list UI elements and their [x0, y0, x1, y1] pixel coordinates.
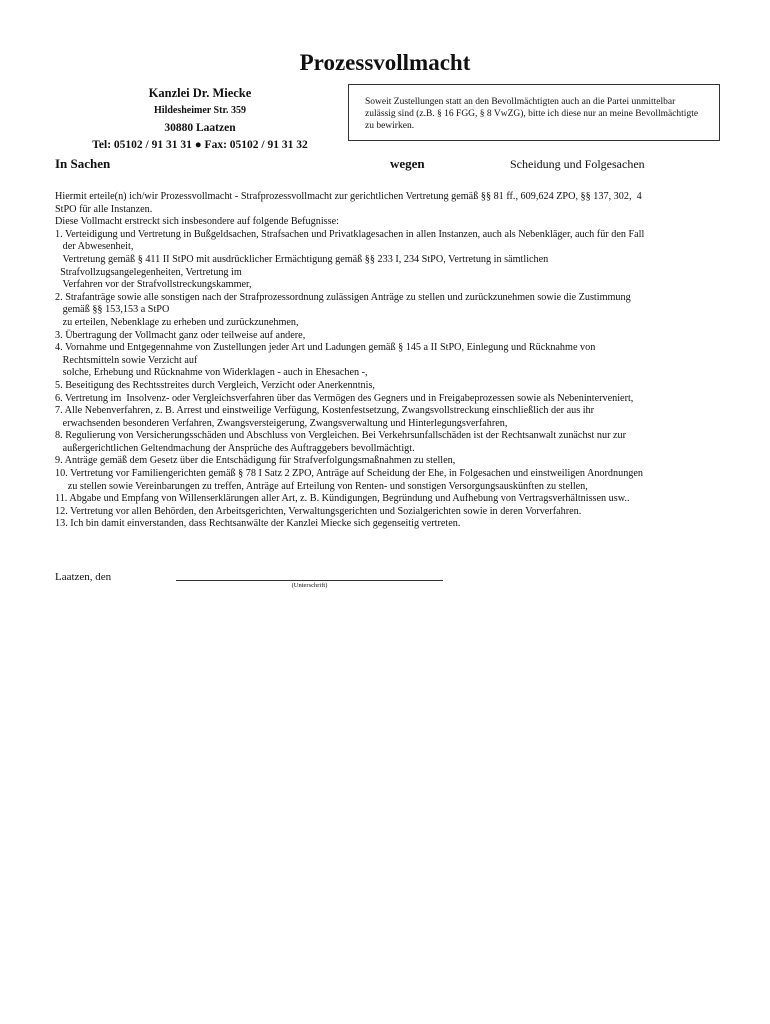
- body-line: 2. Strafanträge sowie alle sonstigen nach der Strafprozessordnung zulässigen Anträge zu stellen und zurückzunehmen sowie die Zustimmung: [55, 291, 631, 303]
- place-date-label: Laatzen, den: [55, 571, 112, 583]
- body-line: 3. Übertragung der Vollmacht ganz oder teilweise auf andere,: [55, 329, 306, 341]
- signature-label: (Unterschrift): [291, 582, 328, 589]
- body-line: Rechtsmitteln sowie Verzicht auf: [55, 354, 198, 366]
- body-line: Verfahren vor der Strafvollstreckungskammer,: [55, 279, 252, 291]
- wegen-label: wegen: [390, 156, 425, 171]
- body-line: zu stellen sowie Vereinbarungen zu treffen, Anträge auf Erteilung von Renten- und sonstigen Versorgungsauskünften zu stellen,: [55, 480, 588, 492]
- firm-city: 30880 Laatzen: [164, 122, 236, 134]
- delivery-notice-box: Soweit Zustellungen statt an den Bevollmächtigten auch an die Partei unmittelbar zulässig sind (z.B. § 16 FGG, § 8 VwZG), bitte ich diese nur an meine Bevollmächtigte zu bewirken.: [348, 84, 720, 141]
- firm-name: Kanzlei Dr. Miecke: [148, 86, 252, 100]
- firm-street: Hildesheimer Str. 359: [154, 105, 246, 116]
- body-line: 13. Ich bin damit einverstanden, dass Rechtsanwälte der Kanzlei Miecke sich gegenseitig vertreten.: [55, 518, 461, 530]
- body-line: Diese Vollmacht erstreckt sich insbesondere auf folgende Befugnisse:: [55, 216, 339, 228]
- body-line: 11. Abgabe und Empfang von Willenserklärungen aller Art, z. B. Kündigungen, Begründung und Aufhebung von Vertragsverhältnissen usw..: [55, 493, 630, 505]
- body-line: 6. Vertretung im Insolvenz- oder Vergleichsverfahren über das Vermögen des Gegners und in Freigabeprozessen sowie als Nebeninterveniert,: [55, 392, 634, 404]
- body-line: erwachsenden besonderen Verfahren, Zwangsversteigerung, Zwangsverwaltung und Hinterlegungsverfahren,: [55, 417, 508, 429]
- document-title: Prozessvollmacht: [299, 50, 471, 75]
- body-line: Strafvollzugsangelegenheiten, Vertretung im: [55, 266, 242, 278]
- body-line: 9. Anträge gemäß dem Gesetz über die Entschädigung für Strafverfolgungsmaßnahmen zu stellen,: [55, 455, 456, 467]
- body-line: 1. Verteidigung und Vertretung in Bußgeldsachen, Strafsachen und Privatklagesachen in allen Instanzen, auch als Nebenkläger, auch für den Fall: [55, 228, 645, 240]
- in-sachen-label: In Sachen: [55, 156, 111, 171]
- body-line: gemäß §§ 153,153 a StPO: [55, 304, 170, 316]
- body-line: 5. Beseitigung des Rechtsstreites durch Vergleich, Verzicht oder Anerkenntnis,: [55, 379, 375, 391]
- body-line: außergerichtlichen Geltendmachung der Ansprüche des Auftraggebers bevollmächtigt.: [55, 442, 415, 454]
- firm-letterhead: [90, 86, 310, 152]
- body-line: 10. Vertretung vor Familiengerichten gemäß § 78 I Satz 2 ZPO, Anträge auf Scheidung der Ehe, in Folgesachen und einstweiligen Anordnungen: [55, 468, 644, 480]
- body-line: 12. Vertretung vor allen Behörden, den Arbeitsgerichten, Verwaltungsgerichten und Sozialgerichten sowie in deren Vorverfahren.: [55, 505, 582, 517]
- body-line: 7. Alle Nebenverfahren, z. B. Arrest und einstweilige Verfügung, Kostenfestsetzung, Zwangsvollstreckung einschließlich der aus ihr: [55, 405, 595, 417]
- body-line: 4. Vornahme und Entgegennahme von Zustellungen jeder Art und Ladungen gemäß § 145 a II StPO, Einlegung und Rücknahme von: [55, 342, 596, 354]
- body-line: der Abwesenheit,: [55, 241, 134, 253]
- body-line: StPO für alle Instanzen.: [55, 203, 153, 215]
- body-line: Vertretung gemäß § 411 II StPO mit ausdrücklicher Ermächtigung gemäß §§ 233 I, 234 StPO, Vertretung in sämtlichen: [55, 253, 549, 265]
- matter-value: Scheidung und Folgesachen: [510, 157, 645, 171]
- body-line: zu erteilen, Nebenklage zu erheben und zurückzunehmen,: [55, 316, 299, 328]
- power-of-attorney-text: [55, 191, 745, 531]
- body-line: 8. Regulierung von Versicherungsschäden und Abschluss von Vergleichen. Bei Verkehrsunfallschäden ist der Rechtsanwalt zunächst nur zur: [55, 430, 627, 442]
- signature-line: [176, 580, 443, 581]
- body-line: solche, Erhebung und Rücknahme von Widerklagen - auch in Ehesachen -,: [55, 367, 368, 379]
- firm-contact: Tel: 05102 / 91 31 31 ● Fax: 05102 / 91 31 32: [92, 139, 308, 151]
- body-line: Hiermit erteile(n) ich/wir Prozessvollmacht - Strafprozessvollmacht zur gerichtlichen Vertretung gemäß §§ 81 ff., 609,624 ZPO, §§ 137, 302, 4: [55, 191, 642, 202]
